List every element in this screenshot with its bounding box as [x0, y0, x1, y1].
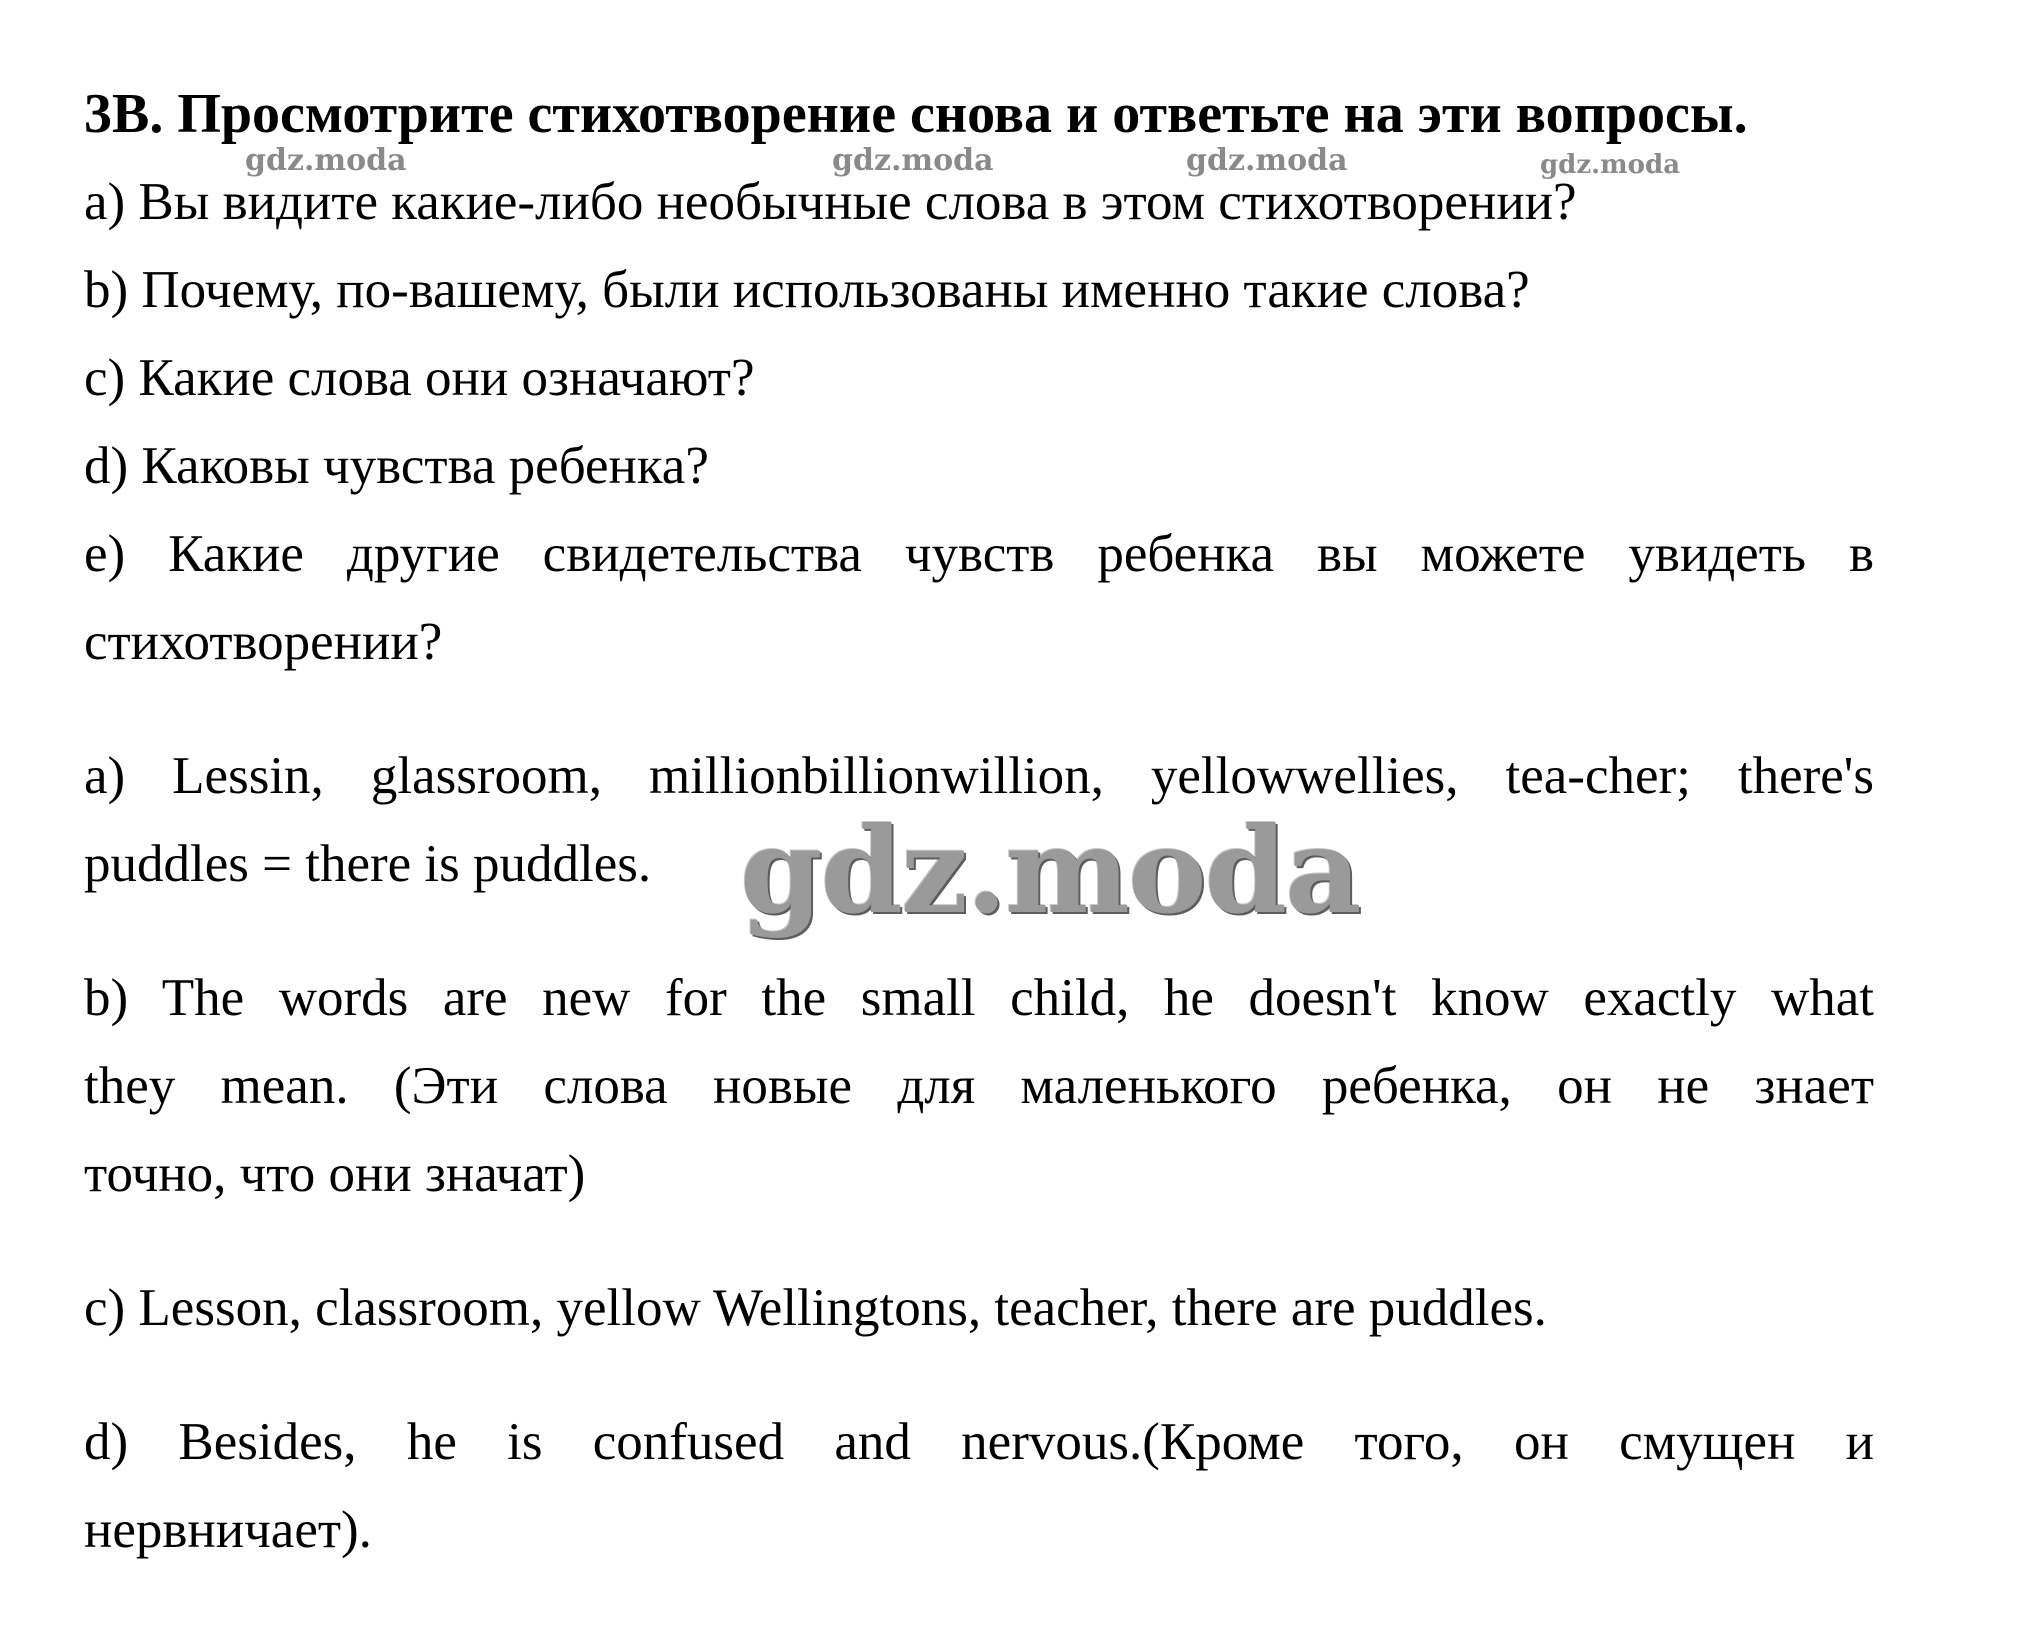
watermark-3: gdz.moda — [1186, 143, 1348, 178]
question-a: а) Вы видите какие-либо необычные слова в этом стихотворении? — [84, 173, 1577, 231]
watermark-2: gdz.moda — [832, 143, 994, 178]
answer-b-line-3: точно, что они значат) — [84, 1145, 586, 1203]
answer-a-line-1: a) Lessin, glassroom, millionbillionwillion, yellowwellies, tea-cher; there's — [84, 747, 1874, 805]
question-e-line-1: е) Какие другие свидетельства чувств ребенка вы можете увидеть в — [84, 525, 1874, 583]
answer-b-line-2: they mean. (Эти слова новые для маленького ребенка, он не знает — [84, 1057, 1874, 1115]
watermark-1: gdz.moda — [245, 143, 407, 178]
answer-c: c) Lesson, classroom, yellow Wellingtons, teacher, there are puddles. — [84, 1279, 1547, 1337]
answer-d-line-1: d) Besides, he is confused and nervous.(Кроме того, он смущен и — [84, 1413, 1874, 1471]
question-d: d) Каковы чувства ребенка? — [84, 437, 709, 495]
question-e-line-2: стихотворении? — [84, 613, 443, 671]
question-c: с) Какие слова они означают? — [84, 349, 755, 407]
watermark-4: gdz.moda — [1540, 150, 1681, 180]
question-b: b) Почему, по-вашему, были использованы именно такие слова? — [84, 261, 1530, 319]
watermark-large: gdz.moda — [740, 801, 1360, 940]
answer-a-line-2: puddles = there is puddles. — [84, 835, 652, 893]
answer-b-line-1: b) The words are new for the small child, he doesn't know exactly what — [84, 969, 1874, 1027]
answer-d-line-2: нервничает). — [84, 1501, 372, 1559]
exercise-heading: 3В. Просмотрите стихотворение снова и ответьте на эти вопросы. — [84, 83, 1748, 145]
